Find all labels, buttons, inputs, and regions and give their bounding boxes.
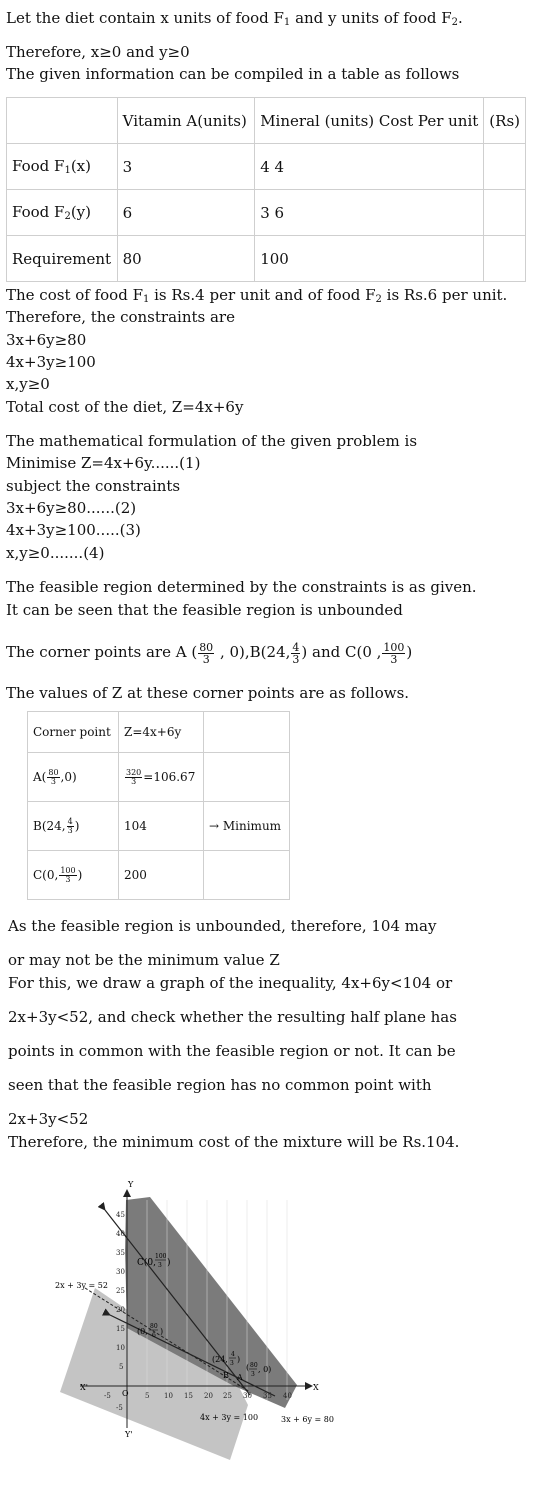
- vitamin-cell: 80: [117, 236, 255, 282]
- y-tick: 30: [116, 1268, 125, 1276]
- point-a-den: 3: [251, 1371, 255, 1378]
- header-cell: Corner point: [28, 712, 119, 753]
- formulation-intro: The mathematical formulation of the given problem is: [6, 432, 418, 450]
- feasible-line-1: The feasible region determined by the constraints is as given.: [6, 578, 477, 596]
- formulation-eq-2: 3x+6y≥80......(2): [6, 499, 137, 517]
- cost-cell: [484, 236, 526, 282]
- note-cell: [204, 851, 290, 900]
- intro-line-3: The given information can be compiled in a table as follows: [6, 65, 460, 83]
- table-row: [7, 190, 526, 236]
- table-row: [7, 144, 526, 190]
- y-tick: 5: [119, 1363, 124, 1371]
- x-tick: 15: [184, 1392, 193, 1400]
- point-b-den: 3: [230, 1360, 234, 1367]
- header-cell: [204, 712, 290, 753]
- constraint-2: 4x+3y≥100: [6, 353, 96, 371]
- corner-values-table: [27, 711, 290, 900]
- point-a-num: 80: [250, 1362, 258, 1369]
- label-2x3y-52: 2x + 3y = 52: [55, 1281, 108, 1290]
- mineral-cell: 3 6: [255, 190, 484, 236]
- x-tick: 20: [204, 1392, 213, 1400]
- y-tick: 25: [116, 1287, 125, 1295]
- note-cell: → Minimum: [204, 802, 290, 851]
- constraint-3: x,y≥0: [6, 375, 50, 393]
- x-tick: 35: [263, 1392, 272, 1400]
- note-cell: [204, 753, 290, 802]
- formulation-eq-4: x,y≥0.......(4): [6, 544, 105, 562]
- svg-text:): ): [167, 1258, 171, 1268]
- x-axis-label: X: [313, 1383, 319, 1392]
- conclusion-line-4: 2x+3y<52, and check whether the resulting half plane has: [8, 1008, 457, 1026]
- row-label: Food $F_1(x)$: [7, 144, 118, 190]
- x-tick: 25: [223, 1392, 232, 1400]
- table-row: [7, 236, 526, 282]
- fraction: $\frac{100}{3}$: [383, 640, 405, 666]
- corner-point-cell: C(0, $\frac{100}{3}$ ): [28, 851, 119, 900]
- header-cell: (Rs): [484, 98, 526, 144]
- row-label: Food $F_2(y)$: [7, 190, 118, 236]
- vitamin-cell: 3: [117, 144, 255, 190]
- x-tick: 10: [164, 1392, 173, 1400]
- point-b-label: B: [223, 1371, 229, 1380]
- y-tick: 35: [116, 1249, 125, 1257]
- intro-line-1: Let the diet contain x units of food $F_1$ and y units of food $F_2$.: [6, 9, 463, 28]
- point-a-post: , 0): [258, 1365, 272, 1374]
- mineral-cell: 4 4: [255, 144, 484, 190]
- svg-text:): ): [237, 1355, 241, 1364]
- corner-point-cell: A( $\frac{80}{3}$ ,0): [28, 753, 119, 802]
- cost-line: The cost of food $F_1$ is Rs.4 per unit and of food $F_2$ is Rs.6 per unit.: [6, 286, 508, 305]
- formulation-eq-3: 4x+3y≥100.....(3): [6, 521, 141, 539]
- svg-text:(: (: [246, 1363, 250, 1372]
- y-tick: 15: [116, 1325, 125, 1333]
- point-c-num: 100: [155, 1253, 167, 1260]
- svg-text:): ): [160, 1327, 164, 1336]
- conclusion-line-7: 2x+3y<52: [8, 1110, 89, 1128]
- corner-points-line: The corner points are A ( $\frac{80}{3}$ , 0),B(24, $\frac{4}{3}$ ) and C(0 , $\frac{100}{3}$ ): [6, 640, 413, 666]
- x-tick: -5: [104, 1392, 111, 1400]
- y-tick: 10: [116, 1344, 125, 1352]
- feasible-line-2: It can be seen that the feasible region is unbounded: [6, 601, 403, 619]
- z-value-cell: 200: [119, 851, 204, 900]
- header-cell: [7, 98, 118, 144]
- table-row: [28, 753, 290, 802]
- constraint-1: 3x+6y≥80: [6, 331, 87, 349]
- point-b-num: 4: [231, 1351, 235, 1358]
- y-tick: 20: [116, 1306, 125, 1314]
- conclusion-line-1: As the feasible region is unbounded, therefore, 104 may: [8, 917, 437, 935]
- y-axis-label: Y: [128, 1180, 134, 1189]
- y-tick: 40: [116, 1230, 125, 1238]
- conclusion-line-6: seen that the feasible region has no common point with: [8, 1076, 432, 1094]
- total-cost-line: Total cost of the diet, Z=4x+6y: [6, 398, 244, 416]
- x-tick: 30: [243, 1392, 252, 1400]
- cost-cell: [484, 190, 526, 236]
- corner-point-cell: B(24, $\frac{4}{3}$ ): [28, 802, 119, 851]
- constraints-intro: Therefore, the constraints are: [6, 308, 235, 326]
- formulation-minimise: Minimise Z=4x+6y......(1): [6, 454, 201, 472]
- origin-label: O: [122, 1389, 129, 1398]
- conclusion-line-8: Therefore, the minimum cost of the mixture will be Rs.104.: [8, 1133, 460, 1151]
- x-tick: 40: [283, 1392, 292, 1400]
- header-cell: Z=4x+6y: [119, 712, 204, 753]
- point-d-num: 80: [150, 1323, 158, 1330]
- nutrition-table: [6, 97, 526, 282]
- header-cell: Vitamin A(units): [117, 98, 255, 144]
- z-value-cell: $\frac{320}{3}$ =106.67: [119, 753, 204, 802]
- point-a-label: A: [237, 1373, 243, 1382]
- point-c-den: 3: [158, 1262, 162, 1269]
- x-neg-axis-label: X': [80, 1383, 88, 1392]
- point-d-den: 6: [152, 1332, 156, 1339]
- y-neg-axis-label: Y': [125, 1430, 133, 1439]
- header-cell: Mineral (units) Cost Per unit: [255, 98, 484, 144]
- label-3x6y-80: 3x + 6y = 80: [281, 1415, 334, 1424]
- z-value-cell: 104: [119, 802, 204, 851]
- y-tick: 45: [116, 1211, 125, 1219]
- row-label: Requirement: [7, 236, 118, 282]
- formulation-subject: subject the constraints: [6, 477, 181, 495]
- point-b-coords: (24,: [212, 1355, 228, 1364]
- table-header-row: [7, 98, 526, 144]
- table-row: [28, 802, 290, 851]
- fraction: $\frac{4}{3}$: [292, 640, 300, 666]
- vitamin-cell: 6: [117, 190, 255, 236]
- y-tick: -5: [116, 1404, 123, 1412]
- intro-line-2: Therefore, x≥0 and y≥0: [6, 43, 190, 61]
- fraction: $\frac{80}{3}$: [199, 640, 214, 666]
- values-intro: The values of Z at these corner points are as follows.: [6, 684, 410, 702]
- point-d-label: (0,: [137, 1327, 148, 1336]
- conclusion-line-3: For this, we draw a graph of the inequality, 4x+6y<104 or: [8, 974, 453, 992]
- feasible-region-graph: [0, 1160, 537, 1492]
- x-tick: 5: [145, 1392, 150, 1400]
- label-4x3y-100: 4x + 3y = 100: [200, 1413, 259, 1422]
- conclusion-line-2: or may not be the minimum value Z: [8, 951, 280, 969]
- table-row: [28, 851, 290, 900]
- conclusion-line-5: points in common with the feasible region or not. It can be: [8, 1042, 456, 1060]
- mineral-cell: 100: [255, 236, 484, 282]
- cost-cell: [484, 144, 526, 190]
- table-header-row: [28, 712, 290, 753]
- point-c-label: C(0,: [137, 1258, 156, 1268]
